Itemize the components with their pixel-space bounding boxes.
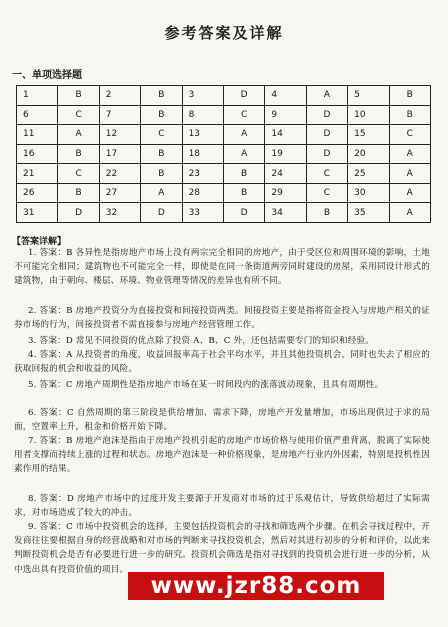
answer-letter: C: [58, 164, 99, 184]
page-title: 参考答案及详解: [164, 24, 284, 42]
explanation-paragraph-6: 6. 答案：C 自然周期的第三阶段是供给增加、需求下降，房地产开发量增加，市场出现供过于求的局面，空置率上升，租金和价格开始下降。: [14, 408, 430, 433]
answer-letter: B: [58, 144, 99, 164]
answer-letter: D: [223, 203, 264, 223]
question-number: 9: [265, 105, 306, 125]
question-number: 24: [265, 164, 306, 184]
answer-row: [17, 203, 431, 223]
answer-letter: C: [389, 125, 430, 145]
question-number: 34: [265, 203, 306, 223]
question-number: 15: [348, 125, 389, 145]
answer-letter: C: [306, 183, 347, 203]
watermark-banner[interactable]: www.jzr88.com: [128, 572, 384, 600]
answer-letter: B: [141, 164, 182, 184]
answer-row: [17, 86, 431, 106]
answer-letter: A: [389, 203, 430, 223]
question-number: 4: [265, 86, 306, 106]
question-number: 6: [17, 105, 58, 125]
explanation-paragraph-8: 8. 答案：D 房地产市场中的过度开发主要源于开发商对市场的过于乐观估计，导致供给超过了实际需求，对市场造成了较大的冲击。: [14, 494, 430, 519]
question-number: 11: [17, 125, 58, 145]
question-number: 3: [182, 86, 223, 106]
answer-letter: B: [58, 183, 99, 203]
answer-row: [17, 125, 431, 145]
answer-letter: B: [389, 105, 430, 125]
section-heading: 一、单项选择题: [12, 70, 82, 81]
explanation-paragraph-9: 9. 答案：C 市场中投资机会的选择，主要包括投资机会的寻找和筛选两个步骤。在机会寻找过程中，开发商往往要根据自身的经营战略和对市场的判断来寻找投资机会，然后对其进行初步的分析和评价，以此来判断投资机会是否有必要进行进一步的研究。投资机会筛选是指对寻找到的投资机会进行进一步的分析，从中选出具有投资价值的项目。: [14, 522, 430, 575]
question-number: 20: [348, 144, 389, 164]
question-number: 26: [17, 183, 58, 203]
question-number: 16: [17, 144, 58, 164]
answer-letter: C: [306, 164, 347, 184]
explanation-heading: 【答案详解】: [12, 237, 67, 247]
explanation-paragraph-5: 5. 答案：C 房地产周期性是指房地产市场在某一时间段内的涨落波动现象，且具有周期性。: [28, 380, 384, 390]
question-number: 8: [182, 105, 223, 125]
question-number: 1: [17, 86, 58, 106]
question-number: 29: [265, 183, 306, 203]
answer-letter: A: [389, 144, 430, 164]
answer-letter: D: [306, 125, 347, 145]
answer-row: [17, 105, 431, 125]
answer-letter: A: [389, 164, 430, 184]
question-number: 18: [182, 144, 223, 164]
explanation-paragraph-2: 2. 答案：B 房地产投资分为直接投资和间接投资两类。间接投资主要是指将资金投入与房地产相关的证券市场的行为，间接投资者不需直接参与房地产经营管理工作。: [14, 306, 430, 331]
answer-letter: B: [223, 164, 264, 184]
answer-letter: A: [306, 86, 347, 106]
question-number: 7: [99, 105, 140, 125]
answer-letter: D: [141, 203, 182, 223]
answer-letter: A: [141, 183, 182, 203]
question-number: 17: [99, 144, 140, 164]
answer-letter: B: [58, 86, 99, 106]
question-number: 33: [182, 203, 223, 223]
answer-letter: C: [223, 105, 264, 125]
answer-row: [17, 164, 431, 184]
question-number: 5: [348, 86, 389, 106]
answer-row: [17, 183, 431, 203]
answer-letter: D: [306, 105, 347, 125]
answer-letter: B: [141, 144, 182, 164]
question-number: 25: [348, 164, 389, 184]
question-number: 30: [348, 183, 389, 203]
question-number: 10: [348, 105, 389, 125]
answer-letter: D: [58, 203, 99, 223]
answer-letter: B: [223, 183, 264, 203]
explanation-paragraph-7: 7. 答案：B 房地产泡沫是指由于房地产投机引起的房地产市场价格与使用价值严重背离，脱离了实际使用者支撑而持续上涨的过程和状态。房地产泡沫是一种价格现象，是房地产行业内外因素，特别是投机性因素作用的结果。: [14, 436, 430, 475]
question-number: 19: [265, 144, 306, 164]
answer-letter: A: [223, 125, 264, 145]
explanation-paragraph-1: 1. 答案：B 各异性是指房地产市场上没有两宗完全相同的房地产，由于受区位和周围环境的影响，土地不可能完全相同；建筑物也不可能完全一样，即使是在同一条街道两旁同时建设的房屋，采用同设计形式的建筑物，由于朝向、楼层、环境、物业管理等情况的差异也有所不同。: [14, 248, 430, 287]
answer-letter: D: [306, 144, 347, 164]
answer-row: [17, 144, 431, 164]
answer-letter: D: [223, 86, 264, 106]
question-number: 31: [17, 203, 58, 223]
answer-letter: A: [389, 183, 430, 203]
question-number: 32: [99, 203, 140, 223]
answer-letter: A: [223, 144, 264, 164]
answer-letter: C: [141, 125, 182, 145]
question-number: 35: [348, 203, 389, 223]
explanation-paragraph-3: 3. 答案：D 常见不同投资的优点除了投资 A、B、C 外，还包括需要专门的知识和经验。: [28, 336, 375, 346]
answer-letter: A: [58, 125, 99, 145]
answer-table: [16, 85, 431, 223]
answer-letter: B: [389, 86, 430, 106]
question-number: 22: [99, 164, 140, 184]
answer-letter: B: [306, 203, 347, 223]
question-number: 23: [182, 164, 223, 184]
answer-letter: B: [141, 105, 182, 125]
answer-letter: B: [141, 86, 182, 106]
question-number: 27: [99, 183, 140, 203]
question-number: 12: [99, 125, 140, 145]
question-number: 28: [182, 183, 223, 203]
question-number: 13: [182, 125, 223, 145]
explanation-paragraph-4: 4. 答案：A 从投资者的角度，收益回报率高于社会平均水平，并且其他投资机会，同时也失去了相应的获取回报的机会和收益的风险。: [14, 350, 430, 375]
question-number: 2: [99, 86, 140, 106]
question-number: 14: [265, 125, 306, 145]
question-number: 21: [17, 164, 58, 184]
answer-letter: C: [58, 105, 99, 125]
